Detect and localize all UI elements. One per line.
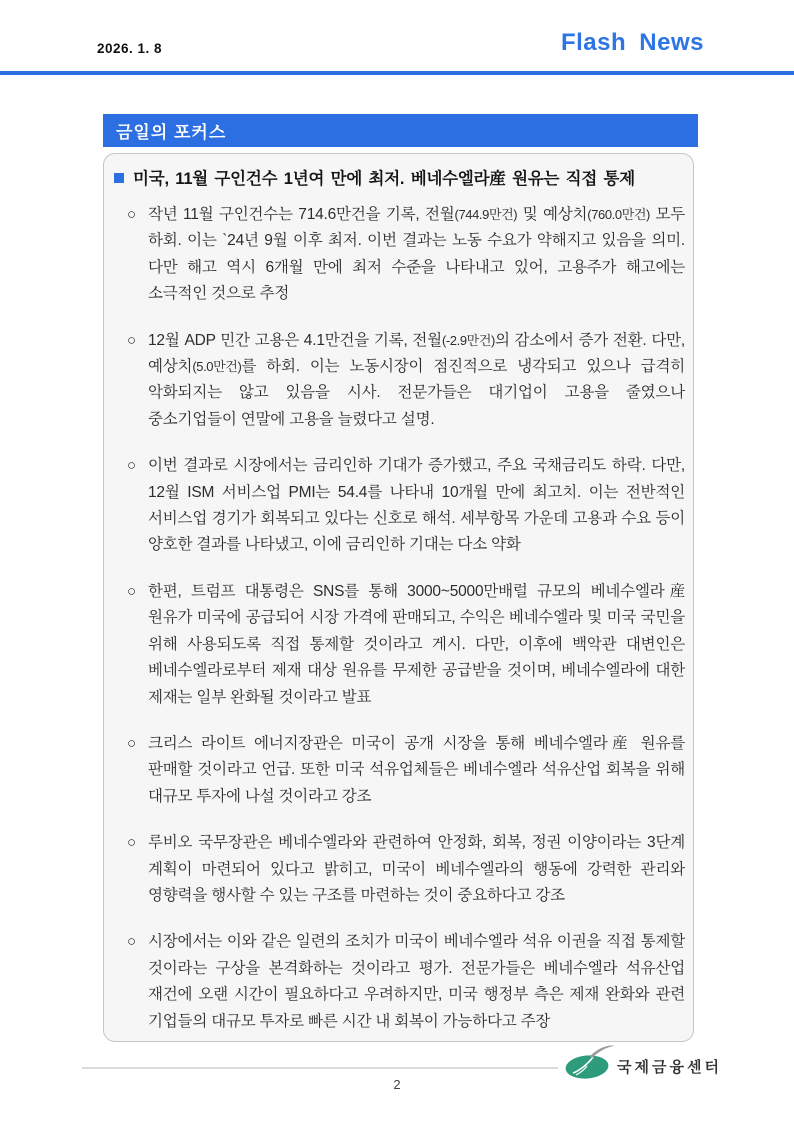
focus-paragraph [127,453,685,559]
circle-bullet-icon: ○ [127,457,136,475]
paragraph-text: 한편, 트럼프 대통령은 SNS를 통해 3000~5000만배럴 규모의 베네수엘라産 원유가 미국에 공급되어 시장 가격에 판매되고, 수익은 베네수엘라 및 미국 국민을 위해 사용되도록 직접 통제할 것이라고 게시. 다만, 이후에 백악관 대변인은 베네수엘라로부터 제재 대상 원유를 무제한 공급받을 것이며, 베네수엘라에 대한 제재는 일부 완화될 것이라고 발표 [148,582,685,706]
circle-bullet-icon: ○ [127,933,136,951]
circle-bullet-icon: ○ [127,582,136,600]
circle-bullet-icon: ○ [127,834,136,852]
section-banner-label: 금일의 포커스 [116,123,227,142]
focus-paragraph [127,929,685,1035]
circle-bullet-icon: ○ [127,331,136,349]
header-divider [0,71,794,75]
footer-divider [82,1067,558,1069]
focus-paragraph [127,202,685,308]
paragraph-text: 이번 결과로 시장에서는 금리인하 기대가 증가했고, 주요 국채금리도 하락. 다만, 12월 ISM 서비스업 PMI는 54.4를 나타내 10개월 만에 최고치. 이는 전반적인 서비스업 경기가 회복되고 있다는 신호로 해석. 세부항목 가운데 고용과 수요 등이 양호한 결과를 나타냈고, 이에 금리인하 기대는 다소 약화 [148,457,685,554]
focus-paragraph [127,328,685,434]
kcif-logo-icon [561,1043,619,1081]
focus-box [103,153,694,1042]
square-bullet-icon [114,173,124,183]
paragraph-text: 루비오 국무장관은 베네수엘라와 관련하여 안정화, 회복, 정권 이양이라는 3단계 계획이 마련되어 있다고 밝히고, 미국이 베네수엘라의 행동에 강력한 관리와 영향력을 행사할 수 있는 구조를 마련하는 것이 중요하다고 강조 [148,834,685,904]
focus-title: 미국, 11월 구인건수 1년여 만에 최저. 베네수엘라産 원유는 직접 통제 [133,170,636,188]
focus-paragraph [127,579,685,711]
circle-bullet-icon: ○ [127,734,136,752]
paragraph-text: 12월 ADP 민간 고용은 4.1만건을 기록, 전월(-2.9만건)의 감소에서 증가 전환. 다만, 예상치(5.0만건)를 하회. 이는 노동시장이 점진적으로 냉각되고 있으나 급격히 악화되지는 않고 있음을 시사. 전문가들은 대기업이 고용을 줄였으나 중소기업들이 연말에 고용을 늘렸다고 설명. [148,331,685,428]
section-banner [103,114,698,147]
focus-paragraph [127,830,685,909]
focus-title-row [113,165,685,189]
report-date: 2026. 1. 8 [97,41,163,56]
focus-paragraph [127,731,685,810]
org-name: 국제금융센터 [617,1059,722,1076]
brand-title: Flash News [560,29,704,56]
page-number: 2 [393,1077,401,1092]
circle-bullet-icon: ○ [127,206,136,223]
paragraph-text: 시장에서는 이와 같은 일련의 조치가 미국이 베네수엘라 석유 이권을 직접 통제할 것이라는 구상을 본격화하는 것이라고 평가. 전문가들은 베네수엘라 석유산업 재건에 오랜 시간이 필요하다고 우려하지만, 미국 행정부 측은 제재 완화와 관련 기업들의 대규모 투자로 빠른 시간 내 회복이 가능하다고 주장 [148,933,685,1030]
paragraph-text: 크리스 라이트 에너지장관은 미국이 공개 시장을 통해 베네수엘라産 원유를 판매할 것이라고 언급. 또한 미국 석유업체들은 베네수엘라 석유산업 회복을 위해 대규모 투자에 나설 것이라고 강조 [148,734,685,805]
paragraph-text: 작년 11월 구인건수는 714.6만건을 기록, 전월(744.9만건) 및 예상치(760.0만건) 모두 하회. 이는 `24년 9월 이후 최저. 이번 결과는 노동 수요가 약해지고 있음을 의미. 다만 해고 역시 6개월 만에 최저 수준을 나타내고 있어, 고용주가 해고에는 소극적인 것으로 추정 [148,206,685,303]
